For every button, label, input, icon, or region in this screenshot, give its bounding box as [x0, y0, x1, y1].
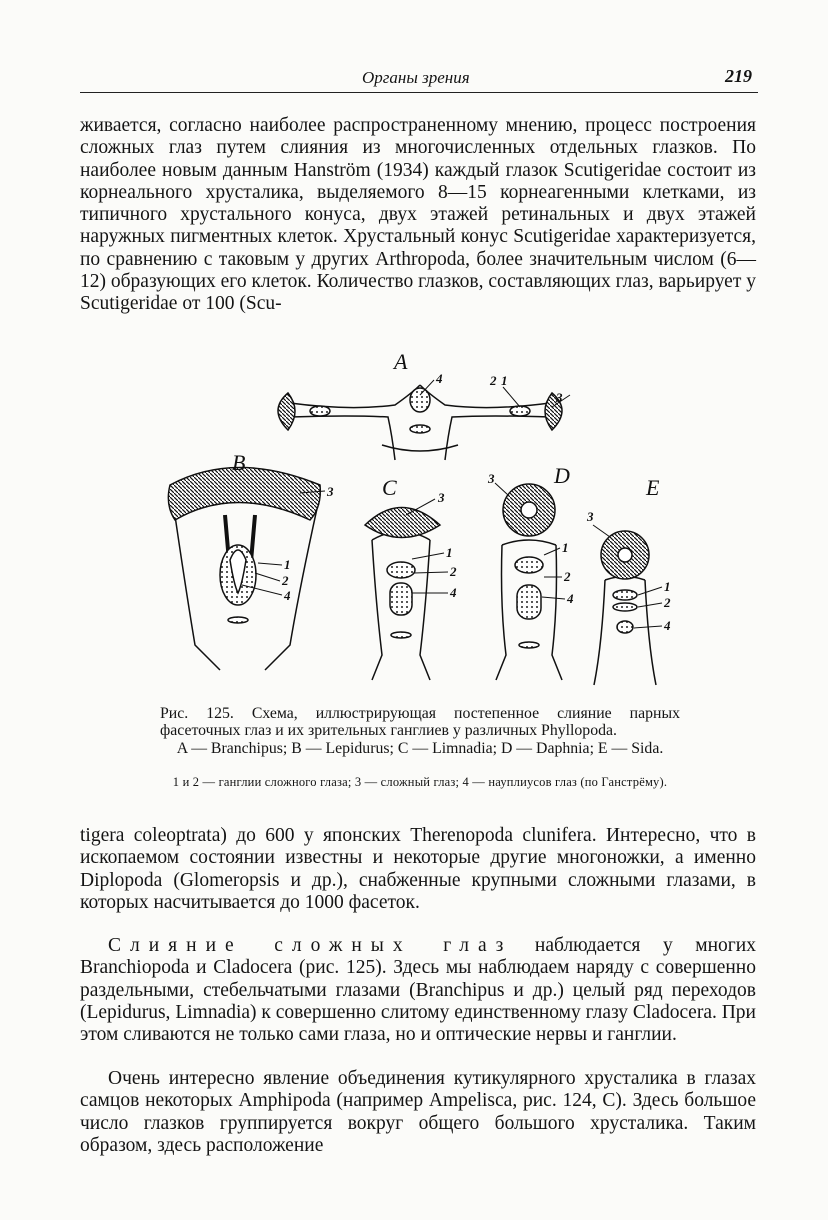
callout-c-2: 2	[450, 564, 457, 579]
panel-label-a: A	[394, 349, 408, 374]
header-title: Органы зрения	[362, 68, 470, 87]
callout-a-4: 4	[436, 371, 443, 386]
spaced-lead: Слияние сложных глаз	[108, 935, 513, 956]
panel-a-drawing	[278, 385, 562, 460]
callout-c-1: 1	[446, 545, 453, 560]
paragraph-fusion	[80, 935, 756, 1046]
callout-e-4: 4	[664, 618, 671, 633]
panel-c-drawing	[365, 508, 440, 681]
paragraph-mid: tigera coleoptrata) до 600 у японских Therenopoda clunifera. Интересно, что в ископаемом состоянии известны и некоторые другие многоножки, а именно Diplopoda (Glomeropsis и др.), снабженные крупными сложными глазами, в которых насчитывается до 1000 фасеток.	[80, 825, 756, 913]
panel-d-drawing	[496, 484, 562, 680]
callout-e-2: 2	[664, 595, 671, 610]
paragraph-last: Очень интересно явление объединения кутикулярного хрусталика в глазах самцов некоторых Amphipoda (например Ampelisca, рис. 124, C). Здесь большое число глазков группируется вокруг общего большого хрусталика. Таким образом, здесь расположение	[80, 1068, 756, 1156]
callout-c-3: 3	[438, 490, 445, 505]
callout-c-4: 4	[450, 585, 457, 600]
panel-label-c: C	[382, 475, 397, 500]
caption-line-2: A — Branchipus; B — Lepidurus; C — Limnadia; D — Daphnia; E — Sida.	[176, 739, 664, 757]
callout-b-4: 4	[284, 588, 291, 603]
figure-125	[150, 345, 690, 695]
callout-b-1: 1	[284, 557, 291, 572]
paragraph-fusion-rest: наблюдается у многих Branchiopoda и Cladocera (рис. 125). Здесь мы наблюдаем наряду с совершенно раздельными, стебельчатыми глазами (Branchipus и др.) целый ряд переходов (Lepidurus, Limnadia) к совершенно слитому единственному глазу Cladocera. При этом сливаются не только сами глаза, но и оптические нервы и ганглии.	[80, 935, 756, 1046]
callout-d-1: 1	[562, 540, 569, 555]
callout-d-2: 2	[564, 569, 571, 584]
panel-e-drawing	[594, 531, 656, 685]
callout-e-1: 1	[664, 579, 671, 594]
panel-label-d: D	[554, 463, 570, 488]
panel-label-e: E	[646, 475, 660, 500]
callout-a-1: 1	[501, 373, 508, 388]
callout-d-4: 4	[567, 591, 574, 606]
running-header	[80, 66, 758, 93]
page-number: 219	[725, 66, 752, 86]
panel-b-drawing	[168, 468, 320, 671]
caption-line-1: Рис. 125. Схема, иллюстрирующая постепенное слияние парных фасеточных глаз и их зрительных ганглиев у различных Phyllopoda.	[160, 705, 680, 740]
caption-legend: 1 и 2 — ганглии сложного глаза; 3 — сложный глаз; 4 — науплиусов глаз (по Ганстрёму).	[172, 775, 668, 789]
figure-caption	[160, 705, 680, 757]
paragraph-top: живается, согласно наиболее распространенному мнению, процесс построения сложных глаз путем слияния из многочисленных отдельных глазков. По наиболее новым данным Hanström (1934) каждый глазок Scutigeridae состоит из корнеального хрусталика, выделяемого 8—15 корнеагенными клетками, из типичного хрустального конуса, двух этажей ретинальных и двух этажей наружных пигментных клеток. Хрустальный конус Scutigeridae характеризуется, по сравнению с таковым у других Arthropoda, более значительным числом (6—12) образующих его клеток. Количество глазков, составляющих глаз, варьирует у Scutigeridae от 100 (Scu-	[80, 115, 756, 315]
panel-label-b: B	[232, 450, 246, 475]
callout-d-3: 3	[488, 471, 495, 486]
callout-a-2: 2	[490, 373, 497, 388]
callout-e-3: 3	[587, 509, 594, 524]
callout-b-3: 3	[327, 484, 334, 499]
callout-b-2: 2	[282, 573, 289, 588]
callout-a-3: 3	[556, 390, 563, 405]
figure-125-drawing	[150, 345, 690, 695]
